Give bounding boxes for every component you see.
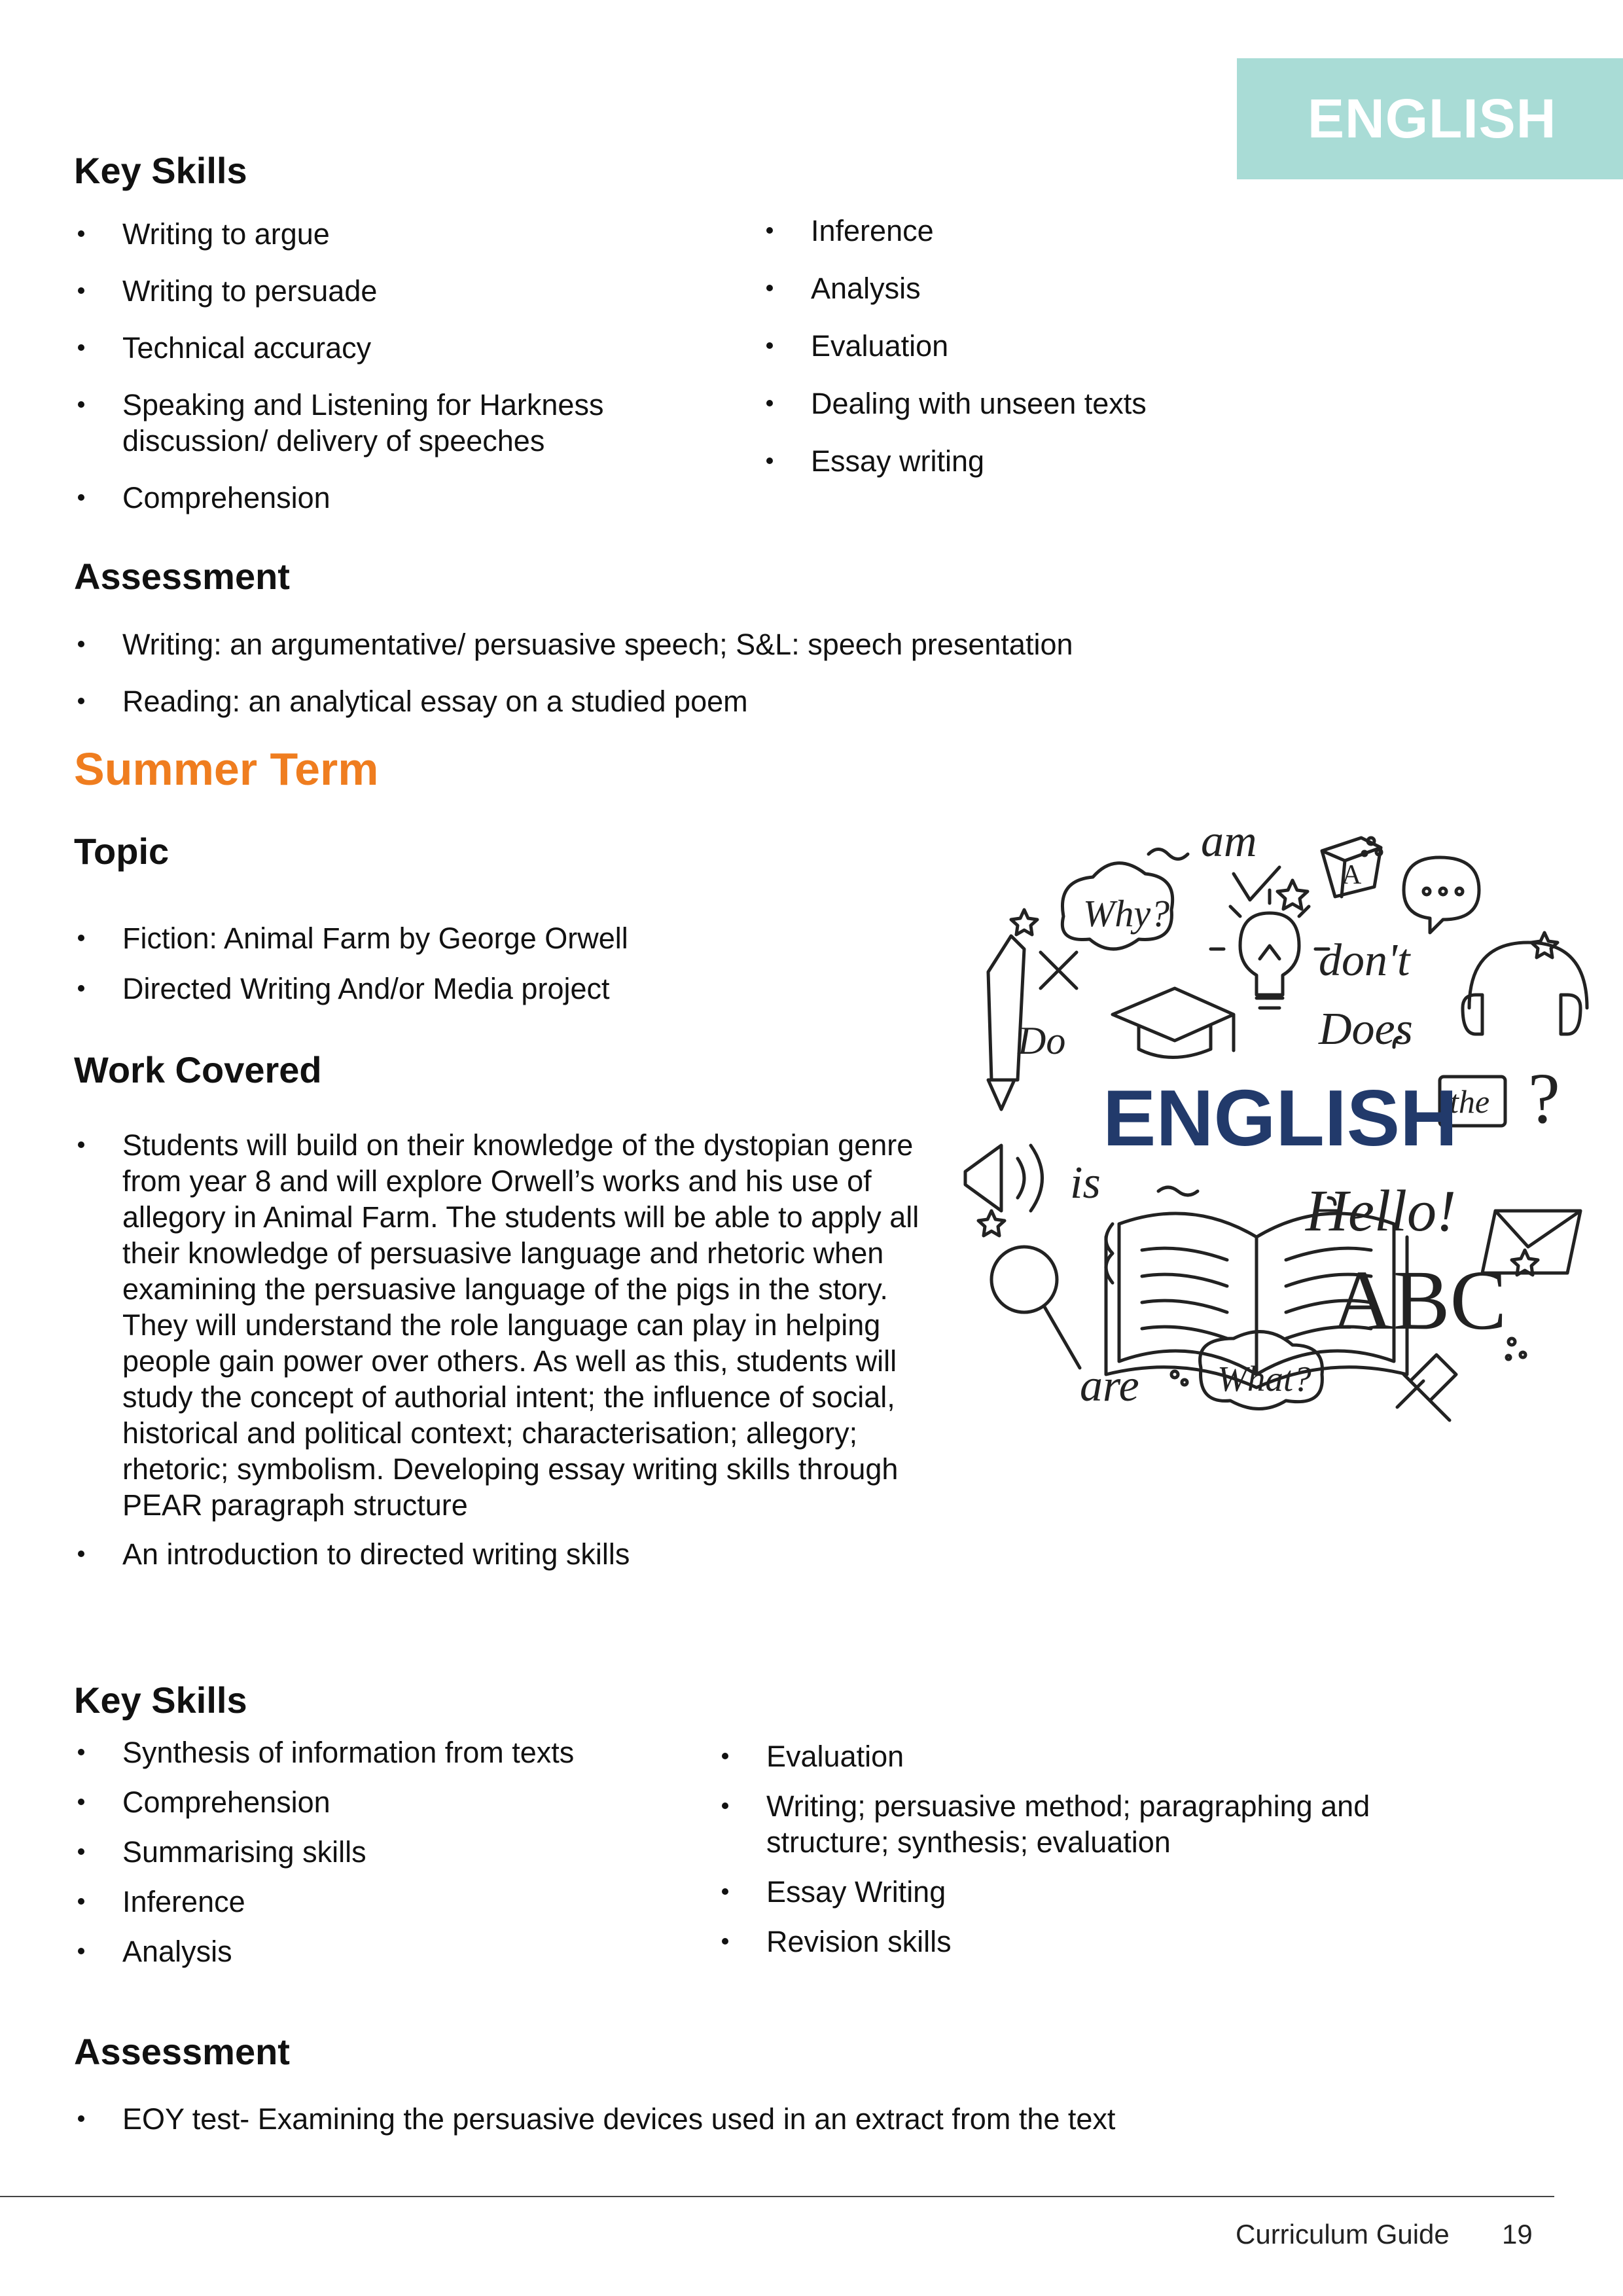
lightbulb-icon xyxy=(1240,913,1299,1008)
list-item: Writing to argue xyxy=(74,216,715,252)
list-item: Evaluation xyxy=(718,1738,1503,1774)
megaphone-icon xyxy=(965,1145,1043,1211)
word-dont: don't xyxy=(1319,935,1410,986)
key-skills-right-list xyxy=(762,213,1351,479)
list-item: Summarising skills xyxy=(74,1834,696,1870)
word-why: Why? xyxy=(1083,892,1170,935)
list-item: Essay Writing xyxy=(718,1874,1503,1910)
word-am: am xyxy=(1201,816,1257,867)
word-abc: ABC xyxy=(1332,1253,1507,1348)
summer-assessment-heading: Assessment xyxy=(74,2031,290,2072)
list-item: Essay writing xyxy=(762,443,1351,479)
subject-tab: ENGLISH xyxy=(1237,58,1623,179)
list-item: Students will build on their knowledge of the dystopian genre from year 8 and will explore Orwell’s works and his use of allegory in Animal Farm. The students will be able to apply all their knowledge of persuasive language and rhetoric when examining the persuasive language of the pigs in the story. They will understand the role language can play in helping people gain power over others. As well as this, students will study the concept of authorial intent; the influence of social, historical and political context; characterisation; allegory; rhetoric; symbolism. Developing essay writing skills through PEAR paragraph structure xyxy=(74,1127,934,1523)
illustration-title: ENGLISH xyxy=(1103,1073,1458,1162)
topic-list xyxy=(74,920,925,1007)
summer-key-skills-right-list xyxy=(718,1738,1503,1960)
graduation-cap-icon xyxy=(1113,988,1234,1058)
list-item: Comprehension xyxy=(74,480,715,516)
list-item: Evaluation xyxy=(762,328,1351,364)
list-item: Inference xyxy=(74,1884,696,1920)
word-hello: Hello! xyxy=(1306,1179,1456,1244)
list-item: Inference xyxy=(762,213,1351,249)
assessment-list xyxy=(74,626,1383,719)
word-does: Does xyxy=(1319,1004,1413,1054)
checkmark-icon xyxy=(1234,867,1279,900)
topic-heading: Topic xyxy=(74,831,169,872)
work-covered-heading: Work Covered xyxy=(74,1049,322,1090)
list-item: Directed Writing And/or Media project xyxy=(74,971,925,1007)
page-number: 19 xyxy=(1502,2219,1533,2250)
list-item: Dealing with unseen texts xyxy=(762,386,1351,422)
star-icon xyxy=(978,1211,1005,1236)
term-title: Summer Term xyxy=(74,744,379,795)
magnifier-icon xyxy=(991,1247,1057,1312)
list-item: Synthesis of information from texts xyxy=(74,1734,696,1770)
key-skills-left-list xyxy=(74,216,715,516)
star-icon xyxy=(1512,1250,1538,1275)
list-item: Analysis xyxy=(762,270,1351,306)
assessment-heading: Assessment xyxy=(74,556,290,597)
star-icon xyxy=(1277,880,1308,909)
list-item: Comprehension xyxy=(74,1784,696,1820)
list-item: Writing: an argumentative/ persuasive speech; S&L: speech presentation xyxy=(74,626,1383,662)
list-item: Writing to persuade xyxy=(74,273,715,309)
word-is: is xyxy=(1070,1158,1101,1208)
headphones-icon xyxy=(1463,942,1587,1034)
word-the: the xyxy=(1450,1083,1490,1120)
star-icon xyxy=(1011,910,1037,935)
x-mark-icon xyxy=(1041,952,1077,988)
list-item: Technical accuracy xyxy=(74,330,715,366)
word-question: ? xyxy=(1528,1058,1560,1138)
list-item: EOY test- Examining the persuasive devices used in an extract from the text xyxy=(74,2101,1448,2137)
key-skills-heading: Key Skills xyxy=(74,150,247,191)
english-doodle-illustration xyxy=(952,812,1594,1446)
summer-key-skills-left-list xyxy=(74,1734,696,1969)
word-what: What? xyxy=(1217,1359,1311,1399)
list-item: An introduction to directed writing skills xyxy=(74,1536,925,1572)
list-item: Analysis xyxy=(74,1933,696,1969)
summer-key-skills-heading: Key Skills xyxy=(74,1679,247,1721)
footer-guide-label: Curriculum Guide xyxy=(1236,2219,1450,2250)
list-item: Speaking and Listening for Harkness discussion/ delivery of speeches xyxy=(74,387,659,459)
footer-divider xyxy=(0,2196,1554,2197)
list-item: Writing; persuasive method; paragraphing and structure; synthesis; evaluation xyxy=(718,1788,1486,1860)
list-item: Fiction: Animal Farm by George Orwell xyxy=(74,920,925,956)
work-covered-list xyxy=(74,1127,925,1572)
word-are: are xyxy=(1080,1361,1139,1411)
word-do: Do xyxy=(1018,1019,1066,1062)
summer-assessment-list xyxy=(74,2101,1448,2137)
list-item: Revision skills xyxy=(718,1924,1503,1960)
word-a: A xyxy=(1342,860,1362,890)
list-item: Reading: an analytical essay on a studied poem xyxy=(74,683,1383,719)
